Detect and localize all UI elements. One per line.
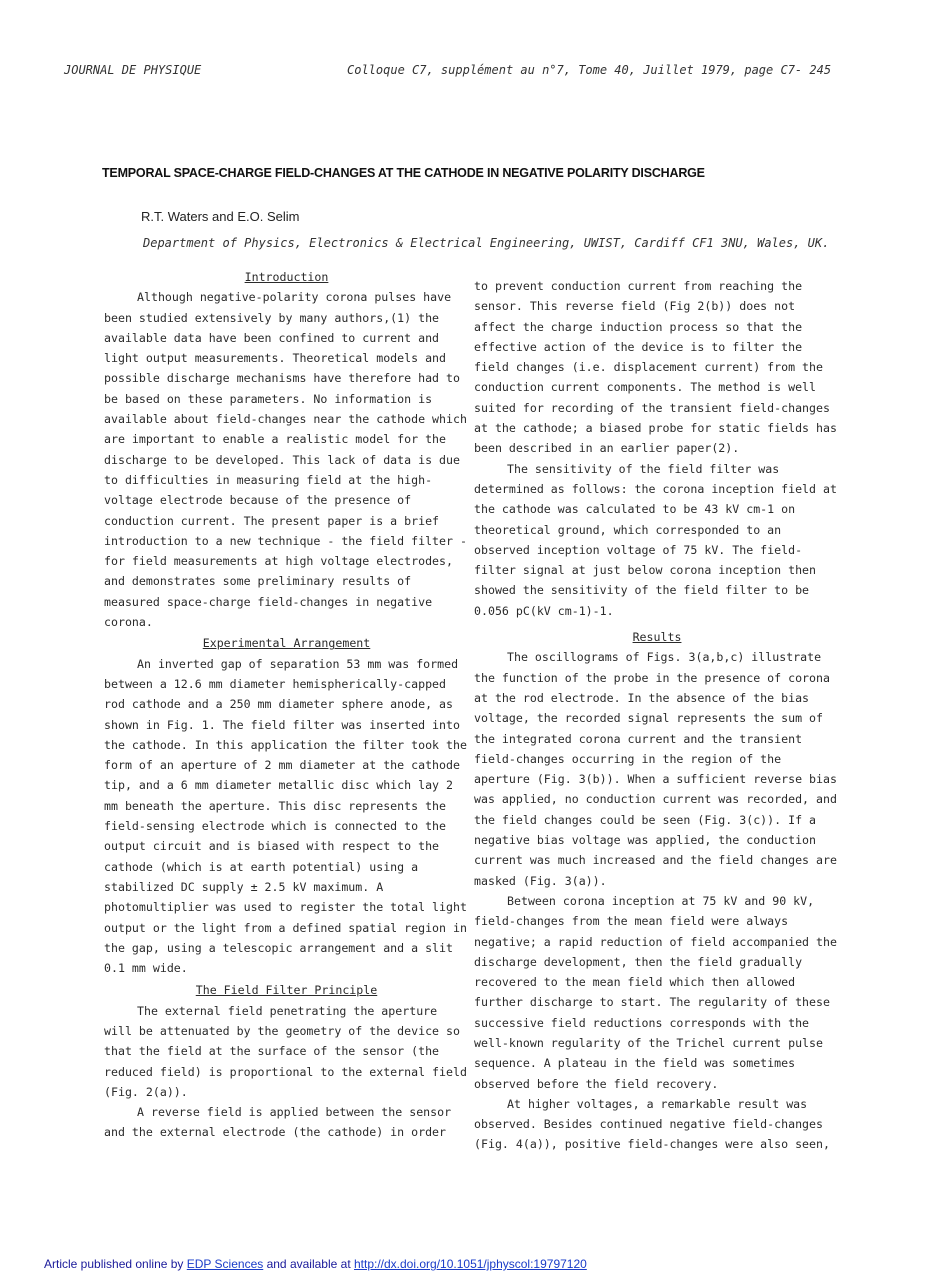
footer (44, 1257, 587, 1271)
principle-heading: The Field Filter Principle (195, 983, 378, 998)
principle-paragraph-4: The sensitivity of the field filter was determined as follows: the corona inception field at the cathode was calculated to be 43 kV cm-1 on theoretical ground, which corresponded to an observed inception voltage of 75 kV. The field-filter signal at just below corona inception then showed the sensitivity of the field filter to be 0.056 pC(kV cm-1)-1. (474, 461, 837, 618)
introduction-heading: Introduction (244, 270, 329, 284)
citation-line: Colloque C7, supplément au n°7, Tome 40, Juillet 1979, page C7- 245 (347, 63, 832, 77)
authors: R.T. Waters and E.O. Selim (141, 209, 300, 224)
results-heading: Results (632, 630, 682, 645)
principle-paragraph-2: A reverse field is applied between the sensor and the external electrode (the cathode) in order (104, 1105, 452, 1140)
journal-name: JOURNAL DE PHYSIQUE (64, 63, 202, 77)
doi-link[interactable]: http://dx.doi.org/10.1051/jphyscol:19797120 (353, 1257, 587, 1271)
footer-prefix: Article published online by (44, 1257, 187, 1271)
introduction-paragraph: Although negative-polarity corona pulses have been studied extensively by many authors,(1) the available data have been confined to current and light output measurements. Theoretical models and possible discharge mechanisms have therefore had to be based on these parameters. No information is available about field-changes near the cathode which are important to enable a realistic model for the discharge to be developed. This lack of data is due to difficulties in measuring field at the high-voltage electrode because of the presence of conduction current. The present paper is a brief introduction to a new technique - the field filter - for field measurements at high voltage electrodes, and demonstrates some preliminary results of measured space-charge field-changes in negative corona. (104, 290, 467, 630)
principle-paragraph-3: to prevent conduction current from reaching the sensor. This reverse field (Fig 2(b)) does not affect the charge induction process so that the effective action of the device is to filter the field changes (i.e. displacement current) from the conduction current components. The method is well suited for recording of the transient field-changes at the cathode; a biased probe for static fields has been described in an earlier paper(2). (474, 279, 837, 456)
article-title: TEMPORAL SPACE-CHARGE FIELD-CHANGES AT THE CATHODE IN NEGATIVE POLARITY DISCHARGE (102, 166, 705, 180)
left-column (104, 267, 469, 1143)
footer-middle: and available at (263, 1257, 354, 1271)
results-paragraph-2: Between corona inception at 75 kV and 90 kV, field-changes from the mean field were always negative; a rapid reduction of field accompanied the discharge development, then the field gradually recovered to the mean field which then allowed further discharge to start. The regularity of these successive field reductions corresponds with the well-known regularity of the Trichel current pulse sequence. A plateau in the field was sometimes observed before the field recovery. (474, 893, 837, 1091)
principle-paragraph-1: The external field penetrating the aperture will be attenuated by the geometry of the device so that the field at the surface of the sensor (the reduced field) is proportional to the external field (Fig. 2(a)). (104, 1003, 467, 1099)
right-column (474, 276, 840, 1155)
results-paragraph-3: At higher voltages, a remarkable result was observed. Besides continued negative field-changes (Fig. 4(a)), positive field-changes were also seen, (474, 1096, 830, 1152)
experimental-paragraph: An inverted gap of separation 53 mm was formed between a 12.6 mm diameter hemispherically-capped rod cathode and a 250 mm diameter sphere anode, as shown in Fig. 1. The field filter was inserted into the cathode. In this application the filter took the form of an aperture of 2 mm diameter at the cathode tip, and a 6 mm diameter metallic disc which lay 2 mm beneath the aperture. This disc represents the field-sensing electrode which is connected to the output circuit and is biased with respect to the cathode (which is at earth potential) using a stabilized DC supply ± 2.5 kV maximum. A photomultiplier was used to register the total light output or the light from a defined spatial region in the gap, using a telescopic arrangement and a slit 0.1 mm wide. (104, 656, 467, 976)
results-paragraph-1: The oscillograms of Figs. 3(a,b,c) illustrate the function of the probe in the presence of corona at the rod electrode. In the absence of the bias voltage, the recorded signal represents the sum of the integrated corona current and the transient field-changes occurring in the region of the aperture (Fig. 3(b)). When a sufficient reverse bias was applied, no conduction current was recorded, and the field changes could be seen (Fig. 3(c)). If a negative bias voltage was applied, the conduction current was much increased and the field changes are masked (Fig. 3(a)). (474, 650, 837, 888)
publisher-link[interactable]: EDP Sciences (186, 1257, 264, 1271)
affiliation: Department of Physics, Electronics & Electrical Engineering, UWIST, Cardiff CF1 3NU, Wales, UK. (143, 236, 830, 250)
experimental-heading: Experimental Arrangement (202, 636, 371, 651)
